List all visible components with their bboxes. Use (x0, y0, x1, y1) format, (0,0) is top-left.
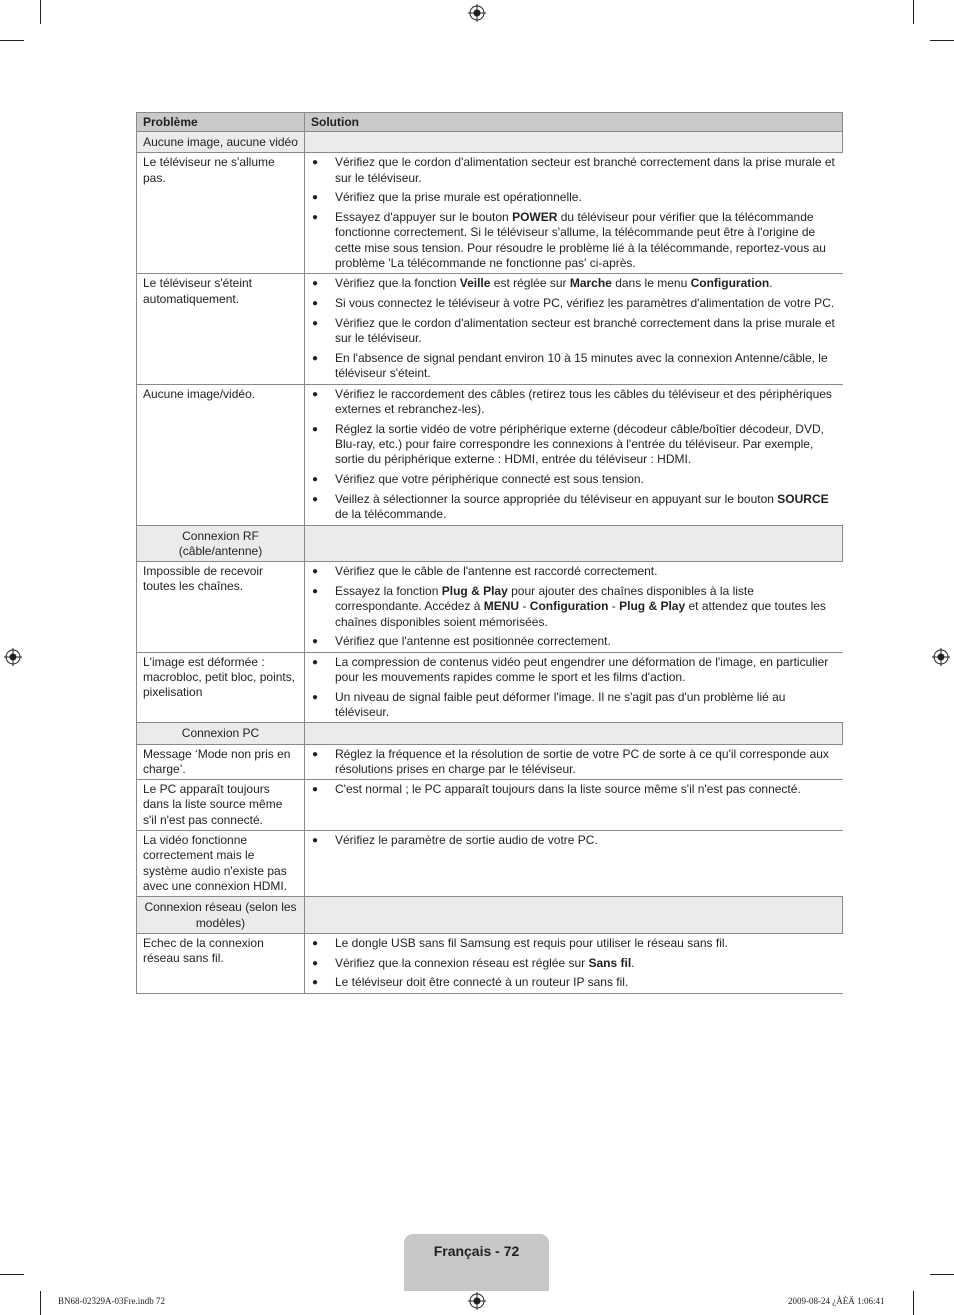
section-empty-cell (305, 897, 843, 934)
crop-mark (40, 1291, 41, 1315)
solution-item: ● Le dongle USB sans fil Samsung est requis pour utiliser le réseau sans fil. (311, 936, 837, 951)
solution-cell (305, 744, 843, 780)
section-title: Connexion PC (137, 723, 305, 744)
table-row (137, 562, 843, 652)
solution-item: ● Vérifiez le raccordement des câbles (retirez tous les câbles du téléviseur et des périphériques externes et rebranchez-les). (311, 387, 837, 418)
registration-mark-icon (468, 4, 486, 22)
section-row (137, 723, 843, 744)
solution-cell (305, 274, 843, 384)
crop-mark (40, 0, 41, 24)
solution-item: ● Vérifiez que le cordon d'alimentation secteur est branché correctement dans la prise murale et sur le téléviseur. (311, 316, 837, 347)
solution-cell (305, 780, 843, 831)
troubleshooting-table (136, 112, 843, 994)
crop-mark (913, 0, 914, 24)
solution-item: ● Un niveau de signal faible peut déformer l'image. Il ne s'agit pas d'un problème lié au téléviseur. (311, 690, 837, 721)
crop-mark (930, 40, 954, 41)
problem-cell: Aucune image/vidéo. (137, 384, 305, 525)
crop-mark (930, 1274, 954, 1275)
solution-list (311, 155, 837, 271)
table-row (137, 744, 843, 780)
section-empty-cell (305, 132, 843, 153)
problem-cell: La vidéo fonctionne correctement mais le système audio n'existe pas avec une connexion HDMI. (137, 831, 305, 897)
table-row (137, 652, 843, 723)
problem-cell: Impossible de recevoir toutes les chaînes. (137, 562, 305, 652)
table-header-row (137, 113, 843, 132)
solution-item: ● Vérifiez que la prise murale est opérationnelle. (311, 190, 837, 205)
section-empty-cell (305, 525, 843, 562)
solution-item: ● La compression de contenus vidéo peut engendrer une déformation de l'image, en particulier pour les mouvements rapides comme le sport et les films d'action. (311, 655, 837, 686)
column-header-problem: Problème (137, 113, 305, 132)
table-row (137, 384, 843, 525)
crop-mark (0, 40, 24, 41)
solution-cell (305, 831, 843, 897)
solution-cell (305, 652, 843, 723)
solution-item: ● Vérifiez que le cordon d'alimentation secteur est branché correctement dans la prise murale et sur le téléviseur. (311, 155, 837, 186)
problem-cell: Le téléviseur ne s'allume pas. (137, 153, 305, 274)
crop-mark (0, 1274, 24, 1275)
section-row (137, 897, 843, 934)
solution-cell (305, 933, 843, 993)
section-title: Connexion réseau (selon les modèles) (137, 897, 305, 934)
solution-item: ● Réglez la sortie vidéo de votre périphérique externe (décodeur câble/boîtier décodeur, DVD, Blu-ray, etc.) pour faire correspondre les connexions à l'entrée du téléviseur. Par exemple, sortie du périphérique externe : HDMI, entrée du téléviseur : HDMI. (311, 422, 837, 468)
solution-list (311, 782, 837, 797)
solution-list (311, 564, 837, 649)
solution-item: ● Essayez la fonction Plug & Play pour ajouter des chaînes disponibles à la liste correspondante. Accédez à MENU - Configuration - Plug & Play et attendez que toutes les chaînes disponibles soient mémorisées. (311, 584, 837, 630)
table-row (137, 780, 843, 831)
section-row (137, 525, 843, 562)
registration-mark-icon (468, 1292, 486, 1310)
solution-list (311, 936, 837, 991)
solution-list (311, 833, 837, 848)
solution-item: ● Veillez à sélectionner la source appropriée du téléviseur en appuyant sur le bouton SOURCE de la télécommande. (311, 492, 837, 523)
solution-item: ● Réglez la fréquence et la résolution de sortie de votre PC de sorte à ce qu'il corresponde aux résolutions prises en charge par le téléviseur. (311, 747, 837, 778)
solution-item: ● Vérifiez le paramètre de sortie audio de votre PC. (311, 833, 837, 848)
solution-cell (305, 384, 843, 525)
solution-item: ● C'est normal ; le PC apparaît toujours dans la liste source même s'il n'est pas connecté. (311, 782, 837, 797)
problem-cell: Message ‘Mode non pris en charge’. (137, 744, 305, 780)
solution-list (311, 747, 837, 778)
solution-item: ● Vérifiez que l'antenne est positionnée correctement. (311, 634, 837, 649)
problem-cell: Le PC apparaît toujours dans la liste source même s'il n'est pas connecté. (137, 780, 305, 831)
table-body (137, 132, 843, 994)
page-label: Français - 72 (433, 1243, 520, 1259)
problem-cell: L'image est déformée : macrobloc, petit bloc, points, pixelisation (137, 652, 305, 723)
solution-item: ● Essayez d'appuyer sur le bouton POWER du téléviseur pour vérifier que la télécommande fonctionne correctement. Si le téléviseur s'allume, la télécommande peut être à l'origine de cette mise sous tension. Pour résoudre le problème lié à la télécommande, reportez-vous au problème 'La télécommande ne fonctionne pas' ci-après. (311, 210, 837, 271)
solution-list (311, 655, 837, 721)
print-timestamp: 2009-08-24 ¿ÀÈÄ 1:06:41 (788, 1296, 885, 1306)
section-empty-cell (305, 723, 843, 744)
crop-mark (913, 1291, 914, 1315)
solution-item: ● Vérifiez que votre périphérique connecté est sous tension. (311, 472, 837, 487)
table-row (137, 831, 843, 897)
table-row (137, 153, 843, 274)
page-number-tab (404, 1234, 549, 1291)
solution-cell (305, 153, 843, 274)
registration-mark-icon (932, 648, 950, 666)
section-title: Aucune image, aucune vidéo (137, 132, 305, 153)
solution-cell (305, 562, 843, 652)
section-row (137, 132, 843, 153)
solution-list (311, 276, 837, 381)
solution-list (311, 387, 837, 523)
registration-mark-icon (4, 648, 22, 666)
solution-item: ● Vérifiez que le câble de l'antenne est raccordé correctement. (311, 564, 837, 579)
solution-item: ● Si vous connectez le téléviseur à votre PC, vérifiez les paramètres d'alimentation de votre PC. (311, 296, 837, 311)
problem-cell: Echec de la connexion réseau sans fil. (137, 933, 305, 993)
file-slug: BN68-02329A-03Fre.indb 72 (58, 1296, 165, 1306)
solution-item: ● Vérifiez que la fonction Veille est réglée sur Marche dans le menu Configuration. (311, 276, 837, 291)
solution-item: ● Vérifiez que la connexion réseau est réglée sur Sans fil. (311, 956, 837, 971)
table-row (137, 274, 843, 384)
table-row (137, 933, 843, 993)
column-header-solution: Solution (305, 113, 843, 132)
section-title: Connexion RF (câble/antenne) (137, 525, 305, 562)
solution-item: ● Le téléviseur doit être connecté à un routeur IP sans fil. (311, 975, 837, 990)
problem-cell: Le téléviseur s'éteint automatiquement. (137, 274, 305, 384)
solution-item: ● En l'absence de signal pendant environ 10 à 15 minutes avec la connexion Antenne/câble, le téléviseur s'éteint. (311, 351, 837, 382)
